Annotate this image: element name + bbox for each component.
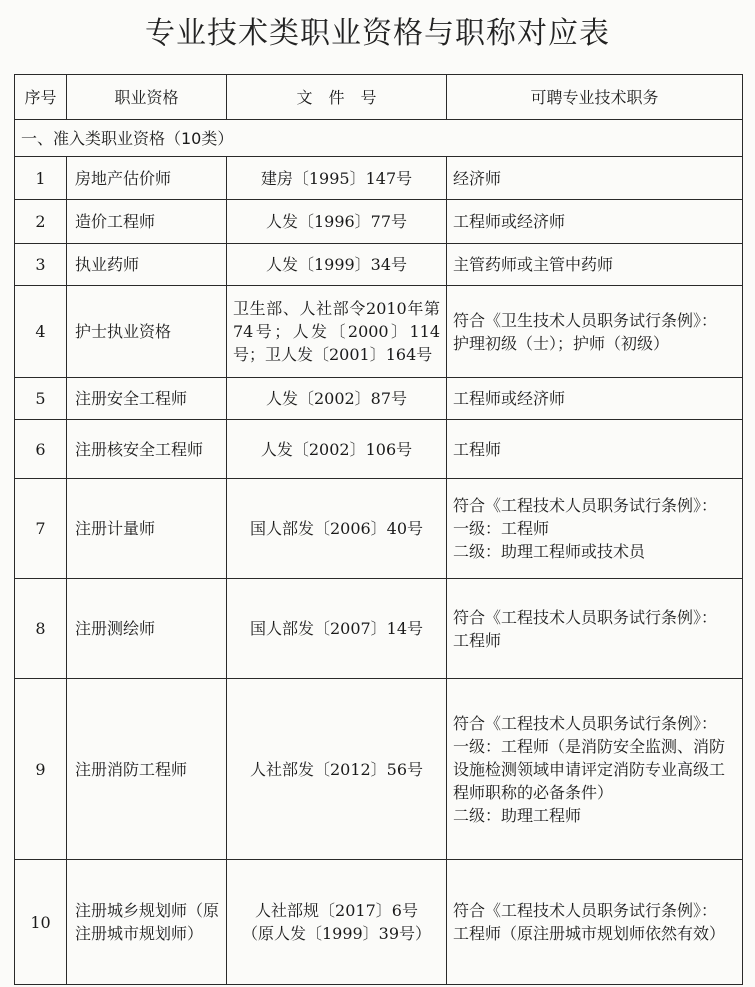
document-line: 卫生部、人社部令2010年第74号；人发〔2000〕114号；卫人发〔2001〕164号 xyxy=(233,299,440,364)
row-number: 1 xyxy=(15,157,67,200)
page-title: 专业技术类职业资格与职称对应表 xyxy=(145,16,610,51)
table-row xyxy=(15,244,743,286)
row-number: 9 xyxy=(15,679,67,860)
row-number: 3 xyxy=(15,244,67,286)
qualification-cell: 注册消防工程师 xyxy=(67,679,227,860)
section-row xyxy=(15,120,743,157)
document-line: 人发〔2002〕87号 xyxy=(265,389,408,408)
position-cell xyxy=(447,200,743,244)
qualification-cell: 造价工程师 xyxy=(67,200,227,244)
document-line: 国人部发〔2007〕14号 xyxy=(249,619,424,638)
document-cell xyxy=(227,420,447,479)
table-row xyxy=(15,679,743,860)
document-cell xyxy=(227,244,447,286)
table-row xyxy=(15,420,743,479)
qualification-cell: 注册测绘师 xyxy=(67,579,227,679)
table-row xyxy=(15,860,743,985)
document-line: 人发〔1996〕77号 xyxy=(265,212,408,231)
position-line: 经济师 xyxy=(453,168,502,188)
table-row xyxy=(15,378,743,420)
position-cell xyxy=(447,378,743,420)
header-position: 可聘专业技术职务 xyxy=(447,75,743,120)
position-line: 符合《工程技术人员职务试行条例》： xyxy=(453,713,718,733)
row-number: 8 xyxy=(15,579,67,679)
position-line: 二级：助理工程师 xyxy=(453,805,582,825)
qualification-table xyxy=(14,74,743,985)
document-cell xyxy=(227,679,447,860)
qualification-cell: 注册计量师 xyxy=(67,479,227,579)
row-number: 5 xyxy=(15,378,67,420)
position-line: 符合《工程技术人员职务试行条例》： xyxy=(453,901,718,920)
table-row xyxy=(15,286,743,378)
position-line: 工程师或经济师 xyxy=(453,212,566,231)
table-row xyxy=(15,479,743,579)
header-qualification: 职业资格 xyxy=(67,75,227,120)
table-row xyxy=(15,157,743,200)
table-row xyxy=(15,579,743,679)
qualification-cell: 注册城乡规划师（原注册城市规划师） xyxy=(67,860,227,985)
qualification-cell: 执业药师 xyxy=(67,244,227,286)
position-cell xyxy=(447,860,743,985)
header-num: 序号 xyxy=(15,75,67,120)
position-line: 一级：工程师（是消防安全监测、消防设施检测领域申请评定消防专业高级工程师职称的必备条件） xyxy=(453,736,726,802)
document-cell xyxy=(227,479,447,579)
document-line: 人发〔2002〕106号 xyxy=(260,439,413,459)
position-cell xyxy=(447,679,743,860)
position-line: 一级：工程师 xyxy=(453,519,550,538)
row-number: 7 xyxy=(15,479,67,579)
document-cell xyxy=(227,378,447,420)
section-title: 一、准入类职业资格（10类） xyxy=(15,120,743,157)
document-line: 国人部发〔2006〕40号 xyxy=(249,519,424,538)
position-line: 符合《工程技术人员职务试行条例》： xyxy=(453,607,718,627)
position-line: 符合《工程技术人员职务试行条例》： xyxy=(453,496,718,515)
qualification-cell: 注册安全工程师 xyxy=(67,378,227,420)
position-cell xyxy=(447,286,743,378)
document-cell xyxy=(227,286,447,378)
row-number: 4 xyxy=(15,286,67,378)
position-cell xyxy=(447,420,743,479)
position-cell xyxy=(447,579,743,679)
row-number: 2 xyxy=(15,200,67,244)
document-line: 建房〔1995〕147号 xyxy=(260,168,413,188)
table-row xyxy=(15,200,743,244)
position-line: 工程师或经济师 xyxy=(453,389,566,408)
document-cell xyxy=(227,200,447,244)
position-cell xyxy=(447,479,743,579)
position-cell xyxy=(447,157,743,200)
row-number: 10 xyxy=(15,860,67,985)
position-line: 工程师 xyxy=(453,439,502,459)
header-document: 文 件 号 xyxy=(227,75,447,120)
position-line: 工程师（原注册城市规划师依然有效） xyxy=(453,924,726,943)
document-cell xyxy=(227,579,447,679)
table-header-row xyxy=(15,75,743,120)
document-cell xyxy=(227,157,447,200)
position-line: 主管药师或主管中药师 xyxy=(453,255,614,274)
position-line: 护理初级（士）；护师（初级） xyxy=(453,333,670,353)
document-line: 人社部规〔2017〕6号 xyxy=(255,901,418,920)
qualification-cell: 注册核安全工程师 xyxy=(67,420,227,479)
document-cell xyxy=(227,860,447,985)
qualification-cell: 护士执业资格 xyxy=(67,286,227,378)
position-line: 工程师 xyxy=(453,630,502,650)
document-line: （原人发〔1999〕39号） xyxy=(241,924,432,943)
document-line: 人社部发〔2012〕56号 xyxy=(249,759,424,779)
document-line: 人发〔1999〕34号 xyxy=(265,255,408,274)
position-line: 二级：助理工程师或技术员 xyxy=(453,542,646,561)
row-number: 6 xyxy=(15,420,67,479)
qualification-cell: 房地产估价师 xyxy=(67,157,227,200)
position-line: 符合《卫生技术人员职务试行条例》： xyxy=(453,310,718,330)
position-cell xyxy=(447,244,743,286)
